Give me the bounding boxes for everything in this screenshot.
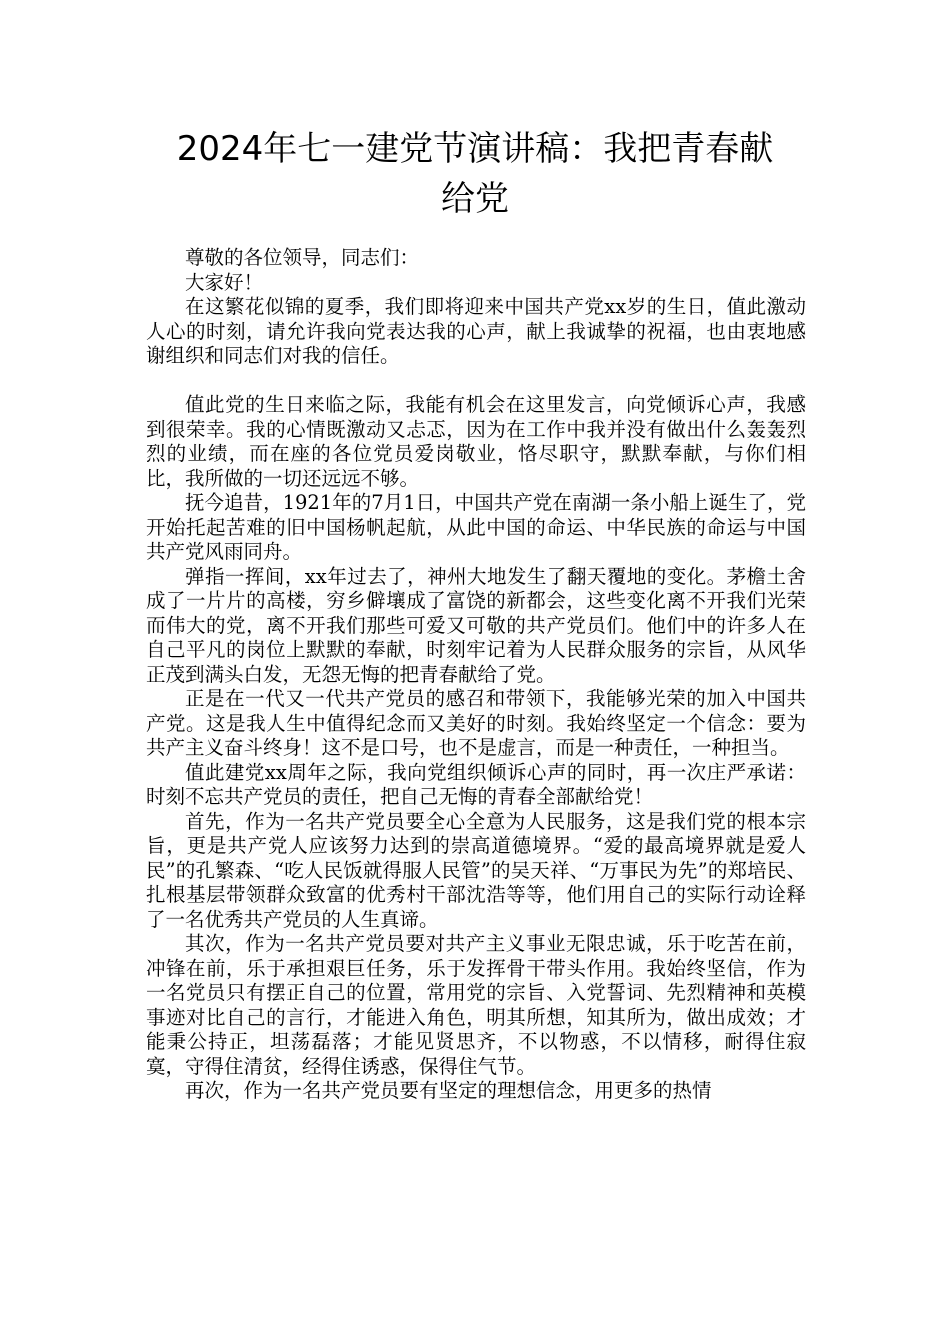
paragraph-feelings: 值此党的生日来临之际，我能有机会在这里发言，向党倾诉心声，我感到很荣幸。我的心情既激动又忐忑，因为在工作中我并没有做出什么轰轰烈烈的业绩，而在座的各位党员爱岗敬业，恪尽职守，默默奉献，与你们相比，我所做的一切还远远不够。	[146, 393, 806, 490]
speech-body	[146, 246, 806, 1104]
greeting: 大家好！	[185, 270, 264, 294]
paragraph-pledge: 值此建党xx周年之际，我向党组织倾诉心声的同时，再一次庄严承诺：时刻不忘共产党员的责任，把自己无悔的青春全部献给党！	[146, 760, 806, 808]
paragraph-intro: 在这繁花似锦的夏季，我们即将迎来中国共产党xx岁的生日，值此激动人心的时刻，请允许我向党表达我的心声，献上我诚挚的祝福，也由衷地感谢组织和同志们对我的信任。	[146, 295, 806, 367]
paragraph-history: 抚今追昔，1921年的7月1日，中国共产党在南湖一条小船上诞生了，党开始托起苦难的旧中国杨帆起航，从此中国的命运、中华民族的命运与中国共产党风雨同舟。	[146, 491, 806, 563]
paragraph-changes: 弹指一挥间，xx年过去了，神州大地发生了翻天覆地的变化。茅檐土舍成了一片片的高楼，穷乡僻壤成了富饶的新都会，这些变化离不开我们光荣而伟大的党，离不开我们那些可爱又可敬的共产党员们。他们中的许多人在自己平凡的岗位上默默的奉献，时刻牢记着为人民群众服务的宗旨，从风华正茂到满头白发，无怨无悔的把青春献给了党。	[146, 564, 806, 686]
blank-line	[146, 369, 806, 394]
paragraph-third: 再次，作为一名共产党员要有坚定的理想信念，用更多的热情	[185, 1079, 712, 1102]
title-line-1: 2024年七一建党节演讲稿：我把青春献	[176, 129, 774, 169]
title-line-2: 给党	[441, 179, 509, 219]
page-title	[140, 124, 810, 224]
paragraph-first: 首先，作为一名共产党员要全心全意为人民服务，这是我们党的根本宗旨，更是共产党人应该努力达到的崇高道德境界。“爱的最高境界就是爱人民”的孔繁森、“吃人民饭就得服人民管”的吴天祥、“万事民为先”的郑培民、扎根基层带领群众致富的优秀村干部沈浩等等，他们用自己的实际行动诠释了一名优秀共产党员的人生真谛。	[146, 809, 806, 931]
paragraph-second: 其次，作为一名共产党员要对共产主义事业无限忠诚，乐于吃苦在前，冲锋在前，乐于承担艰巨任务，乐于发挥骨干带头作用。我始终坚信，作为一名党员只有摆正自己的位置，常用党的宗旨、入党誓词、先烈精神和英模事迹对比自己的言行，才能进入角色，明其所想，知其所为，做出成效；才能秉公持正，坦荡磊落；才能见贤思齐，不以物惑，不以情移，耐得住寂寞，守得住清贫，经得住诱惑，保得住气节。	[146, 932, 806, 1078]
salutation: 尊敬的各位领导，同志们：	[185, 246, 420, 269]
paragraph-joining: 正是在一代又一代共产党员的感召和带领下，我能够光荣的加入中国共产党。这是我人生中值得纪念而又美好的时刻。我始终坚定一个信念：要为共产主义奋斗终身！这不是口号，也不是虚言，而是一种责任，一种担当。	[146, 687, 806, 759]
